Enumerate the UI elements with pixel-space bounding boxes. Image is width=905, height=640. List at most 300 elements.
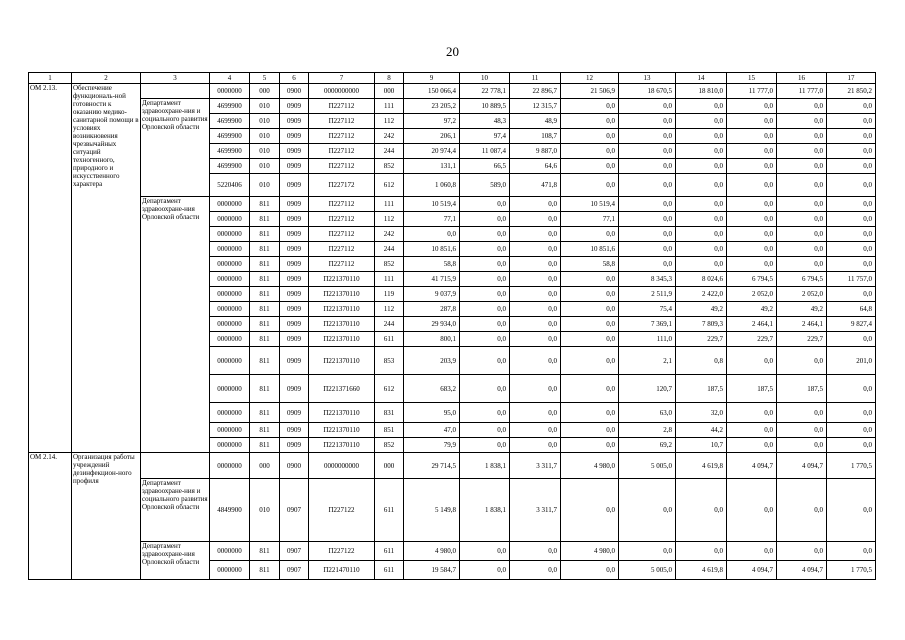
amount-cell: 0,0	[777, 174, 827, 197]
amount-cell: 0,0	[676, 174, 727, 197]
amount-cell: 97,4	[460, 129, 510, 144]
amount-cell: 0,0	[460, 317, 510, 332]
amount-cell: 1 838,1	[460, 453, 510, 479]
amount-cell: 4 094,7	[727, 561, 777, 580]
code-cell: П221370110	[309, 317, 375, 332]
amount-cell: 0,0	[777, 129, 827, 144]
amount-cell: 66,5	[460, 159, 510, 174]
amount-cell: 0,0	[460, 257, 510, 272]
table-row	[29, 479, 876, 542]
amount-cell: 0,0	[619, 114, 676, 129]
code-cell: 0000000	[210, 542, 250, 561]
code-cell: 851	[375, 423, 404, 438]
measure-code: ОМ 2.14.	[29, 453, 72, 580]
amount-cell: 11 777,0	[727, 84, 777, 99]
code-cell: 0909	[280, 197, 309, 212]
code-cell: П221370110	[309, 438, 375, 453]
amount-cell: 0,0	[561, 287, 619, 302]
code-cell: 010	[250, 479, 280, 542]
amount-cell: 287,8	[404, 302, 460, 317]
amount-cell: 1 770,5	[827, 453, 876, 479]
code-cell: 852	[375, 159, 404, 174]
amount-cell: 0,0	[777, 144, 827, 159]
code-cell: 852	[375, 257, 404, 272]
amount-cell: 6 794,5	[727, 272, 777, 287]
code-cell: П227112	[309, 212, 375, 227]
amount-cell: 0,0	[676, 197, 727, 212]
amount-cell: 0,0	[561, 144, 619, 159]
column-header: 4	[210, 73, 250, 84]
amount-cell: 22 896,7	[510, 84, 561, 99]
code-cell: 0907	[280, 561, 309, 580]
code-cell: 000	[375, 453, 404, 479]
amount-cell: 11 757,0	[827, 272, 876, 287]
amount-cell: 0,0	[561, 561, 619, 580]
amount-cell: 64,8	[827, 302, 876, 317]
amount-cell: 0,0	[619, 479, 676, 542]
amount-cell: 0,0	[727, 242, 777, 257]
amount-cell: 0,0	[727, 114, 777, 129]
amount-cell: 0,0	[510, 403, 561, 423]
code-cell: 0000000	[210, 257, 250, 272]
code-cell: 010	[250, 99, 280, 114]
amount-cell: 0,0	[727, 542, 777, 561]
amount-cell: 0,0	[827, 197, 876, 212]
amount-cell: 800,1	[404, 332, 460, 347]
department-name: Департамент здравоохране-ния Орловской области	[141, 197, 210, 453]
amount-cell: 49,2	[777, 302, 827, 317]
table-row	[29, 453, 876, 479]
code-cell: П227112	[309, 159, 375, 174]
amount-cell: 0,0	[827, 159, 876, 174]
amount-cell: 0,0	[561, 479, 619, 542]
amount-cell: 0,0	[727, 99, 777, 114]
code-cell: 811	[250, 302, 280, 317]
column-header: 17	[827, 73, 876, 84]
amount-cell: 0,0	[827, 227, 876, 242]
code-cell: 111	[375, 99, 404, 114]
code-cell: 0909	[280, 438, 309, 453]
amount-cell: 9 037,9	[404, 287, 460, 302]
amount-cell: 0,0	[676, 257, 727, 272]
column-header: 2	[72, 73, 141, 84]
code-cell: 0909	[280, 174, 309, 197]
amount-cell: 0,0	[510, 332, 561, 347]
code-cell: П227122	[309, 542, 375, 561]
amount-cell: 0,0	[619, 227, 676, 242]
amount-cell: 0,0	[777, 542, 827, 561]
amount-cell: 49,2	[727, 302, 777, 317]
code-cell: 853	[375, 347, 404, 375]
code-cell: 242	[375, 227, 404, 242]
code-cell: П221470110	[309, 561, 375, 580]
amount-cell: 23 205,2	[404, 99, 460, 114]
amount-cell: 1 770,5	[827, 561, 876, 580]
amount-cell: 0,0	[676, 212, 727, 227]
column-header: 8	[375, 73, 404, 84]
amount-cell: 0,0	[827, 375, 876, 403]
amount-cell: 0,0	[827, 287, 876, 302]
code-cell: 111	[375, 272, 404, 287]
amount-cell: 187,5	[727, 375, 777, 403]
code-cell: 0000000	[210, 84, 250, 99]
code-cell: 0900	[280, 453, 309, 479]
code-cell: 242	[375, 129, 404, 144]
amount-cell: 0,0	[510, 257, 561, 272]
amount-cell: 0,0	[510, 212, 561, 227]
amount-cell: 0,0	[777, 423, 827, 438]
amount-cell: 0,0	[727, 257, 777, 272]
amount-cell: 0,0	[777, 347, 827, 375]
amount-cell: 0,0	[676, 242, 727, 257]
amount-cell: 0,0	[510, 561, 561, 580]
code-cell: П227112	[309, 129, 375, 144]
code-cell: 5220406	[210, 174, 250, 197]
code-cell: 112	[375, 212, 404, 227]
code-cell: 0000000000	[309, 453, 375, 479]
amount-cell: 0,0	[561, 332, 619, 347]
amount-cell: 63,0	[619, 403, 676, 423]
column-header: 1	[29, 73, 72, 84]
amount-cell: 10 851,6	[561, 242, 619, 257]
amount-cell: 29 714,5	[404, 453, 460, 479]
page-number: 20	[446, 44, 459, 59]
amount-cell: 0,0	[727, 227, 777, 242]
code-cell: П221370110	[309, 287, 375, 302]
amount-cell: 0,0	[460, 242, 510, 257]
code-cell: П227112	[309, 144, 375, 159]
amount-cell: 58,8	[561, 257, 619, 272]
amount-cell: 11 087,4	[460, 144, 510, 159]
amount-cell: 4 094,7	[727, 453, 777, 479]
code-cell: П227112	[309, 227, 375, 242]
code-cell: 611	[375, 542, 404, 561]
amount-cell: 0,0	[827, 144, 876, 159]
amount-cell: 0,0	[561, 302, 619, 317]
code-cell: 4699900	[210, 129, 250, 144]
code-cell: 0909	[280, 287, 309, 302]
code-cell: 010	[250, 129, 280, 144]
amount-cell: 0,0	[460, 197, 510, 212]
amount-cell: 6 794,5	[777, 272, 827, 287]
code-cell: 0000000	[210, 317, 250, 332]
amount-cell: 0,0	[460, 227, 510, 242]
code-cell: 4849900	[210, 479, 250, 542]
amount-cell: 0,0	[727, 159, 777, 174]
amount-cell: 0,0	[460, 332, 510, 347]
code-cell: 4699900	[210, 99, 250, 114]
amount-cell: 111,0	[619, 332, 676, 347]
code-cell: 0000000	[210, 561, 250, 580]
code-cell: 0000000	[210, 332, 250, 347]
amount-cell: 0,0	[510, 272, 561, 287]
column-header: 11	[510, 73, 561, 84]
amount-cell: 12 315,7	[510, 99, 561, 114]
amount-cell: 20 974,4	[404, 144, 460, 159]
amount-cell: 0,0	[827, 332, 876, 347]
code-cell: П221370110	[309, 332, 375, 347]
amount-cell: 683,2	[404, 375, 460, 403]
code-cell: П227112	[309, 114, 375, 129]
code-cell: 0909	[280, 347, 309, 375]
amount-cell: 0,0	[460, 423, 510, 438]
amount-cell: 11 777,0	[777, 84, 827, 99]
amount-cell: 150 066,4	[404, 84, 460, 99]
amount-cell: 4 094,7	[777, 561, 827, 580]
table-row	[29, 84, 876, 99]
code-cell: 811	[250, 272, 280, 287]
amount-cell: 0,0	[777, 438, 827, 453]
code-cell: 0000000	[210, 242, 250, 257]
amount-cell: 187,5	[777, 375, 827, 403]
amount-cell: 44,2	[676, 423, 727, 438]
code-cell: 811	[250, 347, 280, 375]
amount-cell: 48,3	[460, 114, 510, 129]
amount-cell: 0,0	[619, 159, 676, 174]
amount-cell: 0,0	[727, 197, 777, 212]
amount-cell: 0,0	[827, 114, 876, 129]
amount-cell: 131,1	[404, 159, 460, 174]
column-header: 6	[280, 73, 309, 84]
code-cell: 112	[375, 114, 404, 129]
amount-cell: 18 670,5	[619, 84, 676, 99]
amount-cell: 0,0	[561, 317, 619, 332]
code-cell: 0000000	[210, 212, 250, 227]
code-cell: 611	[375, 561, 404, 580]
amount-cell: 0,0	[827, 438, 876, 453]
amount-cell: 0,0	[727, 423, 777, 438]
amount-cell: 187,5	[676, 375, 727, 403]
amount-cell: 0,0	[561, 403, 619, 423]
amount-cell: 0,0	[676, 159, 727, 174]
code-cell: 010	[250, 144, 280, 159]
code-cell: 119	[375, 287, 404, 302]
code-cell: П221370110	[309, 423, 375, 438]
amount-cell: 4 619,8	[676, 453, 727, 479]
code-cell: 0000000	[210, 287, 250, 302]
column-header: 12	[561, 73, 619, 84]
amount-cell: 229,7	[727, 332, 777, 347]
amount-cell: 48,9	[510, 114, 561, 129]
department-empty	[141, 84, 210, 99]
amount-cell: 5 005,0	[619, 561, 676, 580]
amount-cell: 1 838,1	[460, 479, 510, 542]
code-cell: 0909	[280, 375, 309, 403]
amount-cell: 2,8	[619, 423, 676, 438]
amount-cell: 0,0	[460, 212, 510, 227]
amount-cell: 0,0	[727, 129, 777, 144]
amount-cell: 97,2	[404, 114, 460, 129]
column-header: 3	[141, 73, 210, 84]
amount-cell: 589,0	[460, 174, 510, 197]
amount-cell: 0,0	[777, 257, 827, 272]
amount-cell: 19 584,7	[404, 561, 460, 580]
code-cell: 811	[250, 317, 280, 332]
amount-cell: 0,0	[619, 144, 676, 159]
amount-cell: 0,0	[827, 129, 876, 144]
amount-cell: 0,0	[827, 212, 876, 227]
amount-cell: 5 005,0	[619, 453, 676, 479]
department-name: Департамент здравоохране-ния и социального развития Орловской области	[141, 99, 210, 197]
amount-cell: 2 422,0	[676, 287, 727, 302]
code-cell: 811	[250, 227, 280, 242]
amount-cell: 1 060,8	[404, 174, 460, 197]
code-cell: 010	[250, 159, 280, 174]
amount-cell: 4 980,0	[404, 542, 460, 561]
column-header: 10	[460, 73, 510, 84]
code-cell: 000	[375, 84, 404, 99]
code-cell: П227112	[309, 242, 375, 257]
code-cell: 811	[250, 375, 280, 403]
amount-cell: 0,0	[510, 375, 561, 403]
code-cell: 0000000	[210, 347, 250, 375]
code-cell: 0909	[280, 257, 309, 272]
amount-cell: 2 464,1	[727, 317, 777, 332]
amount-cell: 0,0	[460, 561, 510, 580]
amount-cell: 0,0	[510, 287, 561, 302]
code-cell: П227122	[309, 479, 375, 542]
amount-cell: 0,0	[561, 272, 619, 287]
amount-cell: 0,0	[827, 423, 876, 438]
amount-cell: 10 519,4	[404, 197, 460, 212]
code-cell: П227172	[309, 174, 375, 197]
amount-cell: 47,0	[404, 423, 460, 438]
code-cell: П227112	[309, 99, 375, 114]
code-cell: 4699900	[210, 159, 250, 174]
amount-cell: 0,0	[676, 227, 727, 242]
amount-cell: 21 506,9	[561, 84, 619, 99]
amount-cell: 0,0	[777, 99, 827, 114]
amount-cell: 77,1	[561, 212, 619, 227]
column-header: 13	[619, 73, 676, 84]
code-cell: 811	[250, 212, 280, 227]
amount-cell: 75,4	[619, 302, 676, 317]
code-cell: 612	[375, 375, 404, 403]
amount-cell: 3 311,7	[510, 479, 561, 542]
code-cell: 0907	[280, 542, 309, 561]
code-cell: 811	[250, 542, 280, 561]
amount-cell: 0,0	[510, 227, 561, 242]
amount-cell: 0,0	[619, 174, 676, 197]
department-name: Департамент здравоохране-ния Орловской области	[141, 542, 210, 580]
code-cell: П227112	[309, 257, 375, 272]
code-cell: 0909	[280, 302, 309, 317]
code-cell: 4699900	[210, 114, 250, 129]
budget-table	[28, 72, 876, 580]
code-cell: 0909	[280, 242, 309, 257]
measure-title: Организация работы учреждений дезинфекцион-ного профиля	[72, 453, 141, 580]
amount-cell: 0,0	[619, 257, 676, 272]
amount-cell: 0,0	[561, 347, 619, 375]
code-cell: 0909	[280, 423, 309, 438]
code-cell: 811	[250, 287, 280, 302]
code-cell: 612	[375, 174, 404, 197]
amount-cell: 29 934,0	[404, 317, 460, 332]
code-cell: П221371660	[309, 375, 375, 403]
amount-cell: 0,0	[727, 144, 777, 159]
amount-cell: 22 778,1	[460, 84, 510, 99]
code-cell: 010	[250, 114, 280, 129]
amount-cell: 0,0	[510, 423, 561, 438]
amount-cell: 10,7	[676, 438, 727, 453]
amount-cell: 64,6	[510, 159, 561, 174]
code-cell: 811	[250, 332, 280, 347]
amount-cell: 0,0	[676, 129, 727, 144]
code-cell: 811	[250, 423, 280, 438]
amount-cell: 2 052,0	[777, 287, 827, 302]
amount-cell: 0,0	[619, 129, 676, 144]
amount-cell: 0,0	[561, 174, 619, 197]
amount-cell: 58,8	[404, 257, 460, 272]
code-cell: 0909	[280, 272, 309, 287]
amount-cell: 41 715,9	[404, 272, 460, 287]
code-cell: 0000000	[210, 302, 250, 317]
code-cell: 0000000	[210, 438, 250, 453]
code-cell: 811	[250, 242, 280, 257]
amount-cell: 203,9	[404, 347, 460, 375]
amount-cell: 0,0	[510, 317, 561, 332]
code-cell: 0909	[280, 144, 309, 159]
amount-cell: 4 094,7	[777, 453, 827, 479]
amount-cell: 0,0	[676, 99, 727, 114]
code-cell: 0909	[280, 99, 309, 114]
code-cell: 0000000	[210, 375, 250, 403]
code-cell: 244	[375, 144, 404, 159]
amount-cell: 0,0	[619, 542, 676, 561]
amount-cell: 0,0	[777, 114, 827, 129]
amount-cell: 2,1	[619, 347, 676, 375]
amount-cell: 0,0	[777, 479, 827, 542]
amount-cell: 0,0	[727, 403, 777, 423]
amount-cell: 4 619,8	[676, 561, 727, 580]
code-cell: П227112	[309, 197, 375, 212]
amount-cell: 0,0	[460, 403, 510, 423]
amount-cell: 0,0	[777, 212, 827, 227]
amount-cell: 0,0	[676, 479, 727, 542]
code-cell: 0909	[280, 129, 309, 144]
code-cell: 010	[250, 174, 280, 197]
amount-cell: 0,0	[777, 197, 827, 212]
amount-cell: 0,0	[460, 347, 510, 375]
amount-cell: 0,0	[827, 479, 876, 542]
amount-cell: 0,0	[460, 302, 510, 317]
amount-cell: 9 887,0	[510, 144, 561, 159]
amount-cell: 10 851,6	[404, 242, 460, 257]
amount-cell: 0,0	[727, 438, 777, 453]
amount-cell: 0,0	[777, 242, 827, 257]
code-cell: 811	[250, 257, 280, 272]
amount-cell: 0,0	[676, 144, 727, 159]
amount-cell: 229,7	[777, 332, 827, 347]
amount-cell: 0,0	[460, 287, 510, 302]
amount-cell: 0,0	[777, 227, 827, 242]
amount-cell: 77,1	[404, 212, 460, 227]
amount-cell: 0,0	[727, 174, 777, 197]
code-cell: 112	[375, 302, 404, 317]
column-header: 15	[727, 73, 777, 84]
amount-cell: 7 369,1	[619, 317, 676, 332]
code-cell: 244	[375, 317, 404, 332]
code-cell: 4699900	[210, 144, 250, 159]
code-cell: 611	[375, 332, 404, 347]
code-cell: 0900	[280, 84, 309, 99]
code-cell: 0000000	[210, 453, 250, 479]
column-header: 9	[404, 73, 460, 84]
amount-cell: 49,2	[676, 302, 727, 317]
amount-cell: 0,0	[777, 403, 827, 423]
code-cell: 000	[250, 453, 280, 479]
code-cell: П221370110	[309, 272, 375, 287]
